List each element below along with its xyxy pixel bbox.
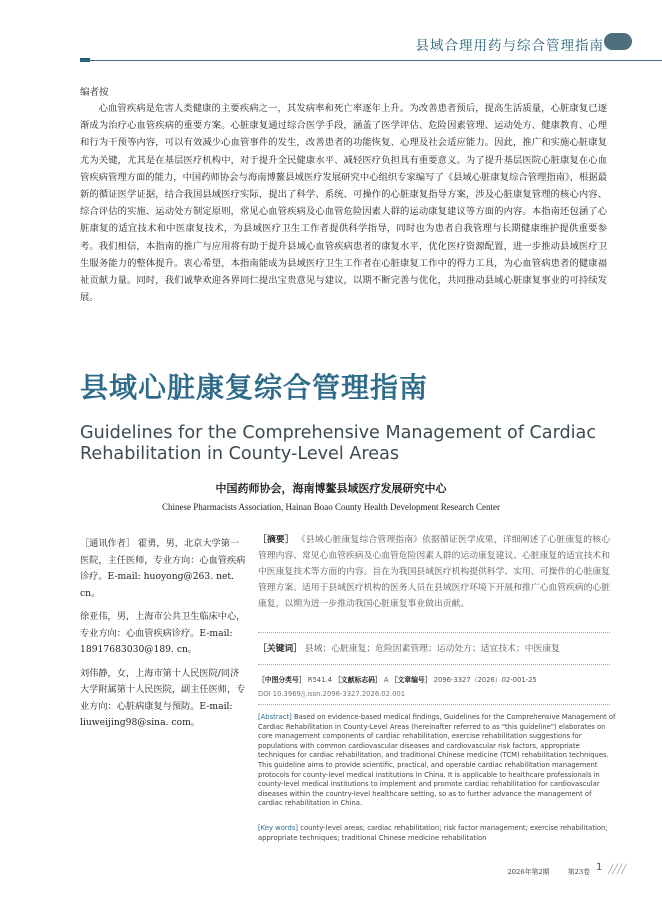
abstract-cn <box>258 532 610 612</box>
article-title-cn: 县域心脏康复综合管理指南 <box>80 371 429 404</box>
abstract-cn-text: 《县域心脏康复综合管理指南》依据循证医学成果，详细阐述了心脏康复的核心管理内容、常见心血管疾病及心血管危险因素人群的运动康复建议、心脏康复的适宜技术和中医康复技术等方面的内容。旨在为我国县域医疗机构提供科学、实用、可操作的心脏康复管理方案。适用于县域医疗机构的医务人员在县域医疗环境下开展和推广心血管疾病的心脏康复，以期为进一步推动我国心脏康复事业做出贡献。 <box>258 535 610 609</box>
doc-code-value: A <box>383 676 389 684</box>
article-id-label: ［文章编号］ <box>390 676 432 684</box>
divider <box>258 704 610 705</box>
abstract-en-text: Based on evidence-based medical findings, Guidelines for the Comprehensive Management of Cardiac Rehabilitation in County-Level Areas (hereinafter referred to as "this guideline") elaborates on core management components of cardiac rehabilitation, exercise rehabilitation suggestions for populations with common cardiovascular diseases and cardiovascular risk factors, appropriate techniques for cardiac rehabilitation, and traditional Chinese medicine (TCM) rehabilitation techniques. This guideline aims to provide scientific, practical, and operable cardiac rehabilitation management protocols for county-level medical institutions in China. It is applicable to healthcare professionals in county-level medical institutions to implement and promote cardiac rehabilitation for cardiovascular diseases within the country-level healthcare setting, so as to further advance the management of cardiac rehabilitation in China. <box>258 713 616 808</box>
divider <box>258 664 610 665</box>
keywords-en-text: county-level areas; cardiac rehabilitation; risk factor management; exercise rehabilitation; appropriate techniques; traditional Chinese medicine rehabilitation <box>258 824 608 842</box>
author-entry: ［通讯作者］ 霍勇，男，北京大学第一医院，主任医师，专业方向：心血管疾病诊疗。E-mail: huoyong@263. net. cn。 <box>80 538 246 599</box>
doc-code-label: ［文献标志码］ <box>334 676 382 684</box>
article-id-value: 2096-3327（2026）02-001-25 <box>433 676 537 684</box>
organization-cn: 中国药师协会，海南博鳌县域医疗发展研究中心 <box>215 482 447 495</box>
clc-value: R541.4 <box>307 676 332 684</box>
header-rule <box>80 60 662 61</box>
author-info <box>80 536 248 739</box>
editor-note-body: 心血管疾病是危害人类健康的主要疾病之一，其发病率和死亡率逐年上升。为改善患者预后，提高生活质量，心脏康复已逐渐成为治疗心血管疾病的重要方案。心脏康复通过综合医学手段，涵盖了医学评估、危险因素管理、运动处方、健康教育、心理和行为干预等内容，可以有效减少心血管事件的发生，改善患者的功能恢复、心理及社会适应能力。因此，推广和实施心脏康复尤为关键，尤其是在基层医疗机构中，对于提升全民健康水平、减轻医疗负担具有重要意义。为了提升基层医院心脏康复在心血管疾病管理方面的能力，中国药师协会与海南博鳌县域医疗发展研究中心组织专家编写了《县域心脏康复综合管理指南》，根据最新的循证医学证据，结合我国县域医疗实际，提出了科学、系统、可操作的心脏康复指导方案，涉及心脏康复管理的核心内容、综合评估的实施、运动处方制定原则，常见心血管疾病及心血管危险因素人群的运动康复建议等方面的内容。本指南还包涵了心脏康复的适宜技术和中医康复技术，为县域医疗卫生工作者提供科学指导，同时也为患者自我管理与长期健康维护提供重要参考。我们相信，本指南的推广与应用将有助于提升县域心血管疾病患者的康复水平，优化医疗资源配置，进一步推动县域医疗卫生服务能力的整体提升。衷心希望，本指南能成为县域医疗卫生工作者在心脏康复工作中的得力工具，为心血管病患者的健康福祉贡献力量。同时，我们诚挚欢迎各界同仁提出宝贵意见与建议，以期不断完善与优化，共同推动县域心脏康复事业的可持续发展。 <box>80 103 607 304</box>
classification-line <box>258 674 618 684</box>
keywords-en <box>258 824 616 843</box>
page-number: 1 <box>596 862 603 873</box>
divider <box>258 632 610 633</box>
keywords-cn-text: 县域；心脏康复；危险因素管理；运动处方；适宜技术；中医康复 <box>304 644 560 654</box>
journal-logo-icon <box>604 33 632 50</box>
article-title-en: Guidelines for the Comprehensive Management of Cardiac Rehabilitation in County-Level Areas <box>80 423 597 464</box>
doi: DOI 10.3969/j.issn.2096-3327.2026.02.001 <box>258 690 406 698</box>
author-entry: 刘伟静，女，上海市第十人民医院/同济大学附属第十人民医院，副主任医师，专业方向：心脏病康复与预防。E-mail: liuweijing98@sina. com。 <box>80 667 246 728</box>
footer-volume: 第23卷 <box>567 868 590 876</box>
abstract-en-label: [Abstract] <box>258 713 292 721</box>
footer-decoration-icon: ╱╱╱╱ <box>608 865 626 875</box>
footer-issue: 2026年第2期 <box>507 868 550 876</box>
keywords-en-label: [Key words] <box>258 824 299 832</box>
keywords-cn-label: ［关键词］ <box>258 644 302 654</box>
organization-en: Chinese Pharmacists Association, Hainan Boao County Health Development Research Center <box>162 502 500 512</box>
running-title: 县域合理用药与综合管理指南 <box>415 38 604 54</box>
abstract-cn-label: ［摘要］ <box>258 535 294 545</box>
footer-issue-info <box>507 866 590 876</box>
keywords-cn <box>258 641 610 654</box>
editor-note-label: 编者按 <box>80 87 109 98</box>
abstract-en <box>258 713 616 809</box>
author-entry: 徐亚伟，男，上海市公共卫生临床中心，专业方向：心血管疾病诊疗。E-mail: 18917683030@189. cn。 <box>80 611 246 655</box>
clc-label: ［中图分类号］ <box>258 676 306 684</box>
